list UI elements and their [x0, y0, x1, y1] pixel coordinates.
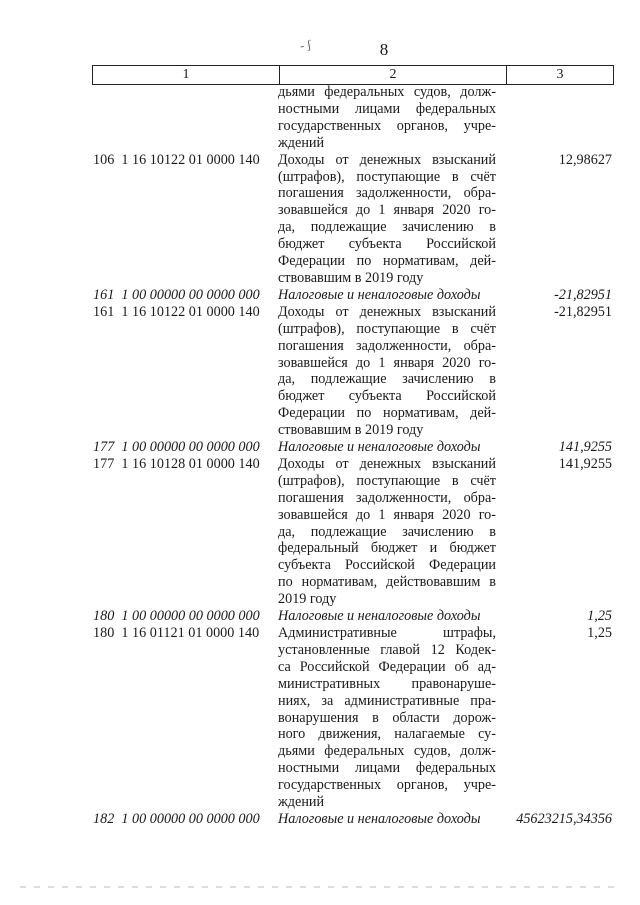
row-description — [278, 608, 496, 625]
description-line: Федерации по нормативам, дей- — [278, 253, 496, 270]
description-line: по нормативам, действовавшим в — [278, 574, 496, 591]
row-description — [278, 84, 496, 152]
description-line: Налоговые и неналоговые доходы — [278, 608, 481, 625]
row-code: 180 1 00 00000 00 0000 000 — [93, 608, 260, 625]
description-line: субъекта Российской Федерации — [278, 557, 496, 574]
description-line: ствовавшим в 2019 году — [278, 269, 424, 286]
summary-row — [92, 439, 612, 456]
description-line: вонарушения в области дорож- — [278, 709, 496, 726]
description-line: (штрафов), поступающие в счёт — [278, 320, 496, 337]
row-amount: 1,25 — [587, 608, 612, 625]
description-line: ждений — [278, 794, 325, 811]
description-line: зовавшейся до 1 января 2020 го- — [278, 354, 496, 371]
description-line: установленные главой 12 Кодек- — [278, 641, 496, 658]
description-line: Доходы от денежных взысканий — [278, 151, 496, 168]
row-description — [278, 625, 496, 811]
row-code: 106 1 16 10122 01 0000 140 — [93, 151, 260, 168]
description-line: ного движения, налагаемые су- — [278, 726, 496, 743]
summary-row — [92, 608, 612, 625]
row-amount: 45623215,34356 — [516, 810, 612, 827]
table-body — [92, 84, 612, 828]
description-line: да, подлежащие зачислению в — [278, 523, 496, 540]
row-description — [278, 439, 496, 456]
table-row — [92, 456, 612, 608]
description-line: государственных органов, учре- — [278, 777, 496, 794]
description-line: ниях, за административные пра- — [278, 692, 496, 709]
page-number: 8 — [379, 40, 389, 59]
row-amount — [496, 84, 612, 152]
description-line: да, подлежащие зачислению в — [278, 219, 496, 236]
header-col-3: 3 — [556, 67, 564, 82]
description-line: погашения задолженности, обра- — [278, 489, 496, 506]
summary-row — [92, 811, 612, 828]
row-description — [278, 304, 496, 439]
description-line: ждений — [278, 134, 325, 151]
scan-artifact — [20, 886, 620, 888]
row-amount: 1,25 — [587, 625, 612, 641]
table-row — [92, 304, 612, 439]
table-header — [92, 65, 614, 85]
row-code: 177 1 00 00000 00 0000 000 — [93, 439, 260, 456]
row-description — [278, 811, 496, 828]
description-line: Административные штрафы, — [278, 625, 496, 641]
header-col-2: 2 — [280, 66, 507, 84]
description-line: дьями федеральных судов, долж- — [278, 84, 496, 100]
description-line: бюджет субъекта Российской — [278, 388, 496, 405]
header-col-1: 1 — [93, 66, 280, 84]
row-description — [278, 287, 496, 304]
description-line: Доходы от денежных взысканий — [278, 455, 496, 472]
description-line: государственных органов, учре- — [278, 117, 496, 134]
table-row — [92, 84, 612, 152]
row-amount: 12,98627 — [558, 151, 612, 168]
description-line: да, подлежащие зачислению в — [278, 371, 496, 388]
row-amount: -21,82951 — [554, 286, 612, 303]
description-line: (штрафов), поступающие в счёт — [278, 472, 496, 489]
description-line: ностными лицами федеральных — [278, 100, 496, 117]
row-amount: 141,9255 — [558, 439, 612, 456]
row-code: 182 1 00 00000 00 0000 000 — [93, 810, 260, 827]
description-line: федеральный бюджет и бюджет — [278, 540, 496, 557]
description-line: бюджет субъекта Российской — [278, 236, 496, 253]
row-amount: 141,9255 — [558, 455, 612, 472]
row-code — [92, 84, 278, 152]
description-line: ностными лицами федеральных — [278, 760, 496, 777]
row-description — [278, 152, 496, 287]
handwritten-mark: - ʃ — [298, 37, 313, 53]
row-code: 180 1 16 01121 01 0000 140 — [93, 625, 260, 641]
row-description — [278, 456, 496, 608]
description-line: министративных правонаруше- — [278, 675, 496, 692]
description-line: са Российской Федерации об ад- — [278, 658, 496, 675]
description-line: зовавшейся до 1 января 2020 го- — [278, 202, 496, 219]
row-code: 161 1 00 00000 00 0000 000 — [93, 286, 260, 303]
description-line: дьями федеральных судов, долж- — [278, 743, 496, 760]
description-line: ствовавшим в 2019 году — [278, 422, 424, 439]
table-row — [92, 152, 612, 287]
description-line: Федерации по нормативам, дей- — [278, 405, 496, 422]
description-line: Налоговые и неналоговые доходы — [278, 439, 481, 456]
description-line: Налоговые и неналоговые доходы — [278, 810, 481, 827]
description-line: 2019 году — [278, 591, 337, 608]
row-code: 161 1 16 10122 01 0000 140 — [93, 303, 260, 320]
row-amount: -21,82951 — [554, 303, 612, 320]
description-line: погашения задолженности, обра- — [278, 337, 496, 354]
description-line: (штрафов), поступающие в счёт — [278, 168, 496, 185]
description-line: погашения задолженности, обра- — [278, 185, 496, 202]
description-line: зовавшейся до 1 января 2020 го- — [278, 506, 496, 523]
description-line: Доходы от денежных взысканий — [278, 303, 496, 320]
row-code: 177 1 16 10128 01 0000 140 — [93, 455, 260, 472]
table-row — [92, 625, 612, 811]
description-line: Налоговые и неналоговые доходы — [278, 286, 481, 303]
summary-row — [92, 287, 612, 304]
